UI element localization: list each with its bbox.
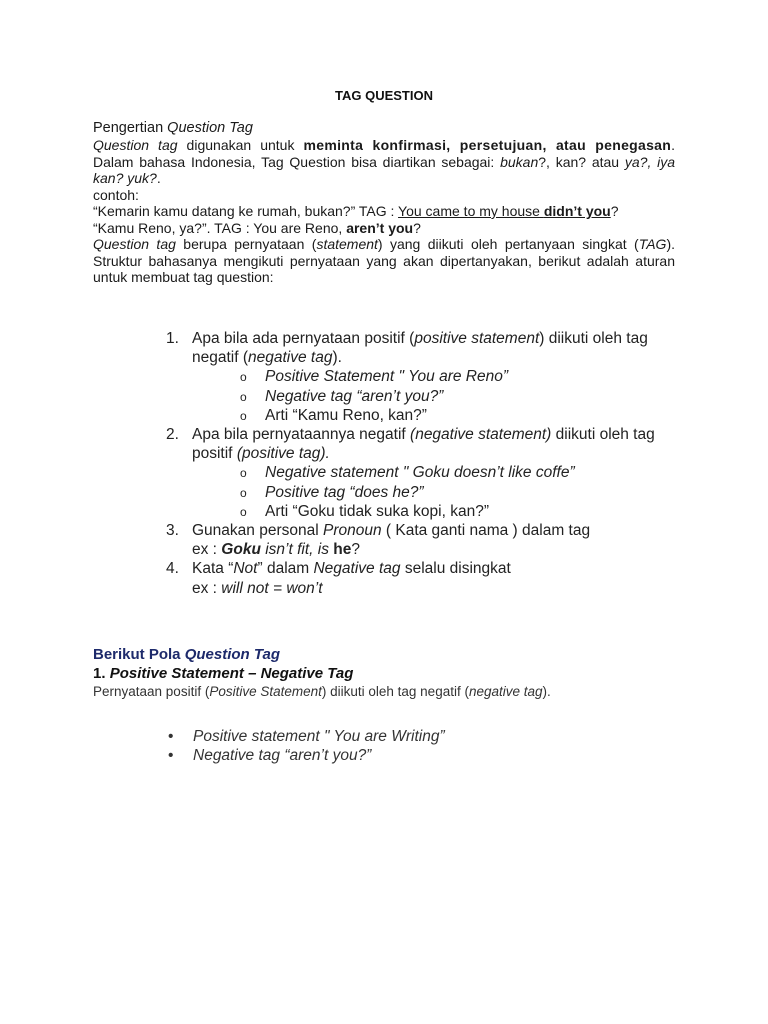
section-heading-pengertian: Pengertian Question Tag: [93, 120, 253, 136]
sub-item: o Negative tag “aren’t you?”: [166, 387, 686, 406]
circle-bullet: o: [240, 370, 247, 385]
sub-item: o Arti “Goku tidak suka kopi, kan?”: [166, 502, 686, 521]
list-number: 1.: [166, 330, 179, 347]
circle-bullet: o: [240, 485, 247, 500]
list-number: 4.: [166, 560, 179, 578]
definition-paragraph: Question tag digunakan untuk meminta konfirmasi, persetujuan, atau penegasan. Dalam bahasa Indonesia, Tag Question bisa diartikan sebagai: bukan?, kan? atau ya?, iya kan? yuk?.: [93, 137, 676, 186]
list-number: 2.: [166, 426, 179, 444]
list-item: • Positive statement " You are Writing”: [168, 728, 445, 745]
intro-section: [93, 120, 675, 286]
circle-bullet: o: [240, 408, 247, 423]
pattern-1-bullets: [168, 727, 445, 765]
list-item: • Negative tag “aren’t you?”: [168, 747, 372, 765]
circle-bullet: o: [240, 466, 247, 481]
structure-paragraph: Question tag berupa pernyataan (statement) yang diikuti oleh pertanyaan singkat (TAG). Struktur bahasanya mengikuti pernyataan yang akan dipertanyakan, berikut adalah aturan untuk membuat tag question:: [93, 236, 676, 285]
contoh-label: contoh:: [93, 186, 139, 203]
rule-item-3: 3. Gunakan personal Pronoun ( Kata ganti nama ) dalam tag ex : Goku isn’t fit, is he?: [166, 522, 591, 559]
rule-item-4: 4. Kata “Not” dalam Negative tag selalu disingkat ex : will not = won’t: [166, 560, 511, 597]
rule-item-1: 1. Apa bila ada pernyataan positif (positive statement) diikuti oleh tag negatif (negative tag).: [166, 330, 648, 367]
example-2: “Kamu Reno, ya?”. TAG : You are Reno, aren’t you?: [93, 219, 421, 236]
rules-list: [166, 329, 686, 598]
example-1: “Kemarin kamu datang ke rumah, bukan?” TAG : You came to my house didn’t you?: [93, 203, 619, 219]
bullet-dot: •: [168, 728, 174, 745]
circle-bullet: o: [240, 389, 247, 404]
list-number: 3.: [166, 522, 179, 540]
sub-item: o Positive tag “does he?”: [166, 483, 686, 502]
section-heading-pola: Berikut Pola Question Tag: [93, 646, 280, 663]
page-title: TAG QUESTION: [335, 88, 433, 103]
pattern-1-description: Pernyataan positif (Positive Statement) diikuti oleh tag negatif (negative tag).: [93, 684, 551, 699]
sub-item: o Arti “Kamu Reno, kan?”: [166, 406, 686, 425]
sub-item: o Positive Statement " You are Reno”: [166, 367, 686, 386]
sub-item: o Negative statement " Goku doesn’t like coffe”: [166, 463, 686, 482]
circle-bullet: o: [240, 504, 247, 519]
bullet-dot: •: [168, 747, 174, 765]
rule-item-2: 2. Apa bila pernyataannya negatif (negative statement) diikuti oleh tag positif (positive tag).: [166, 426, 655, 463]
pattern-1-heading: 1. Positive Statement – Negative Tag: [93, 665, 354, 682]
